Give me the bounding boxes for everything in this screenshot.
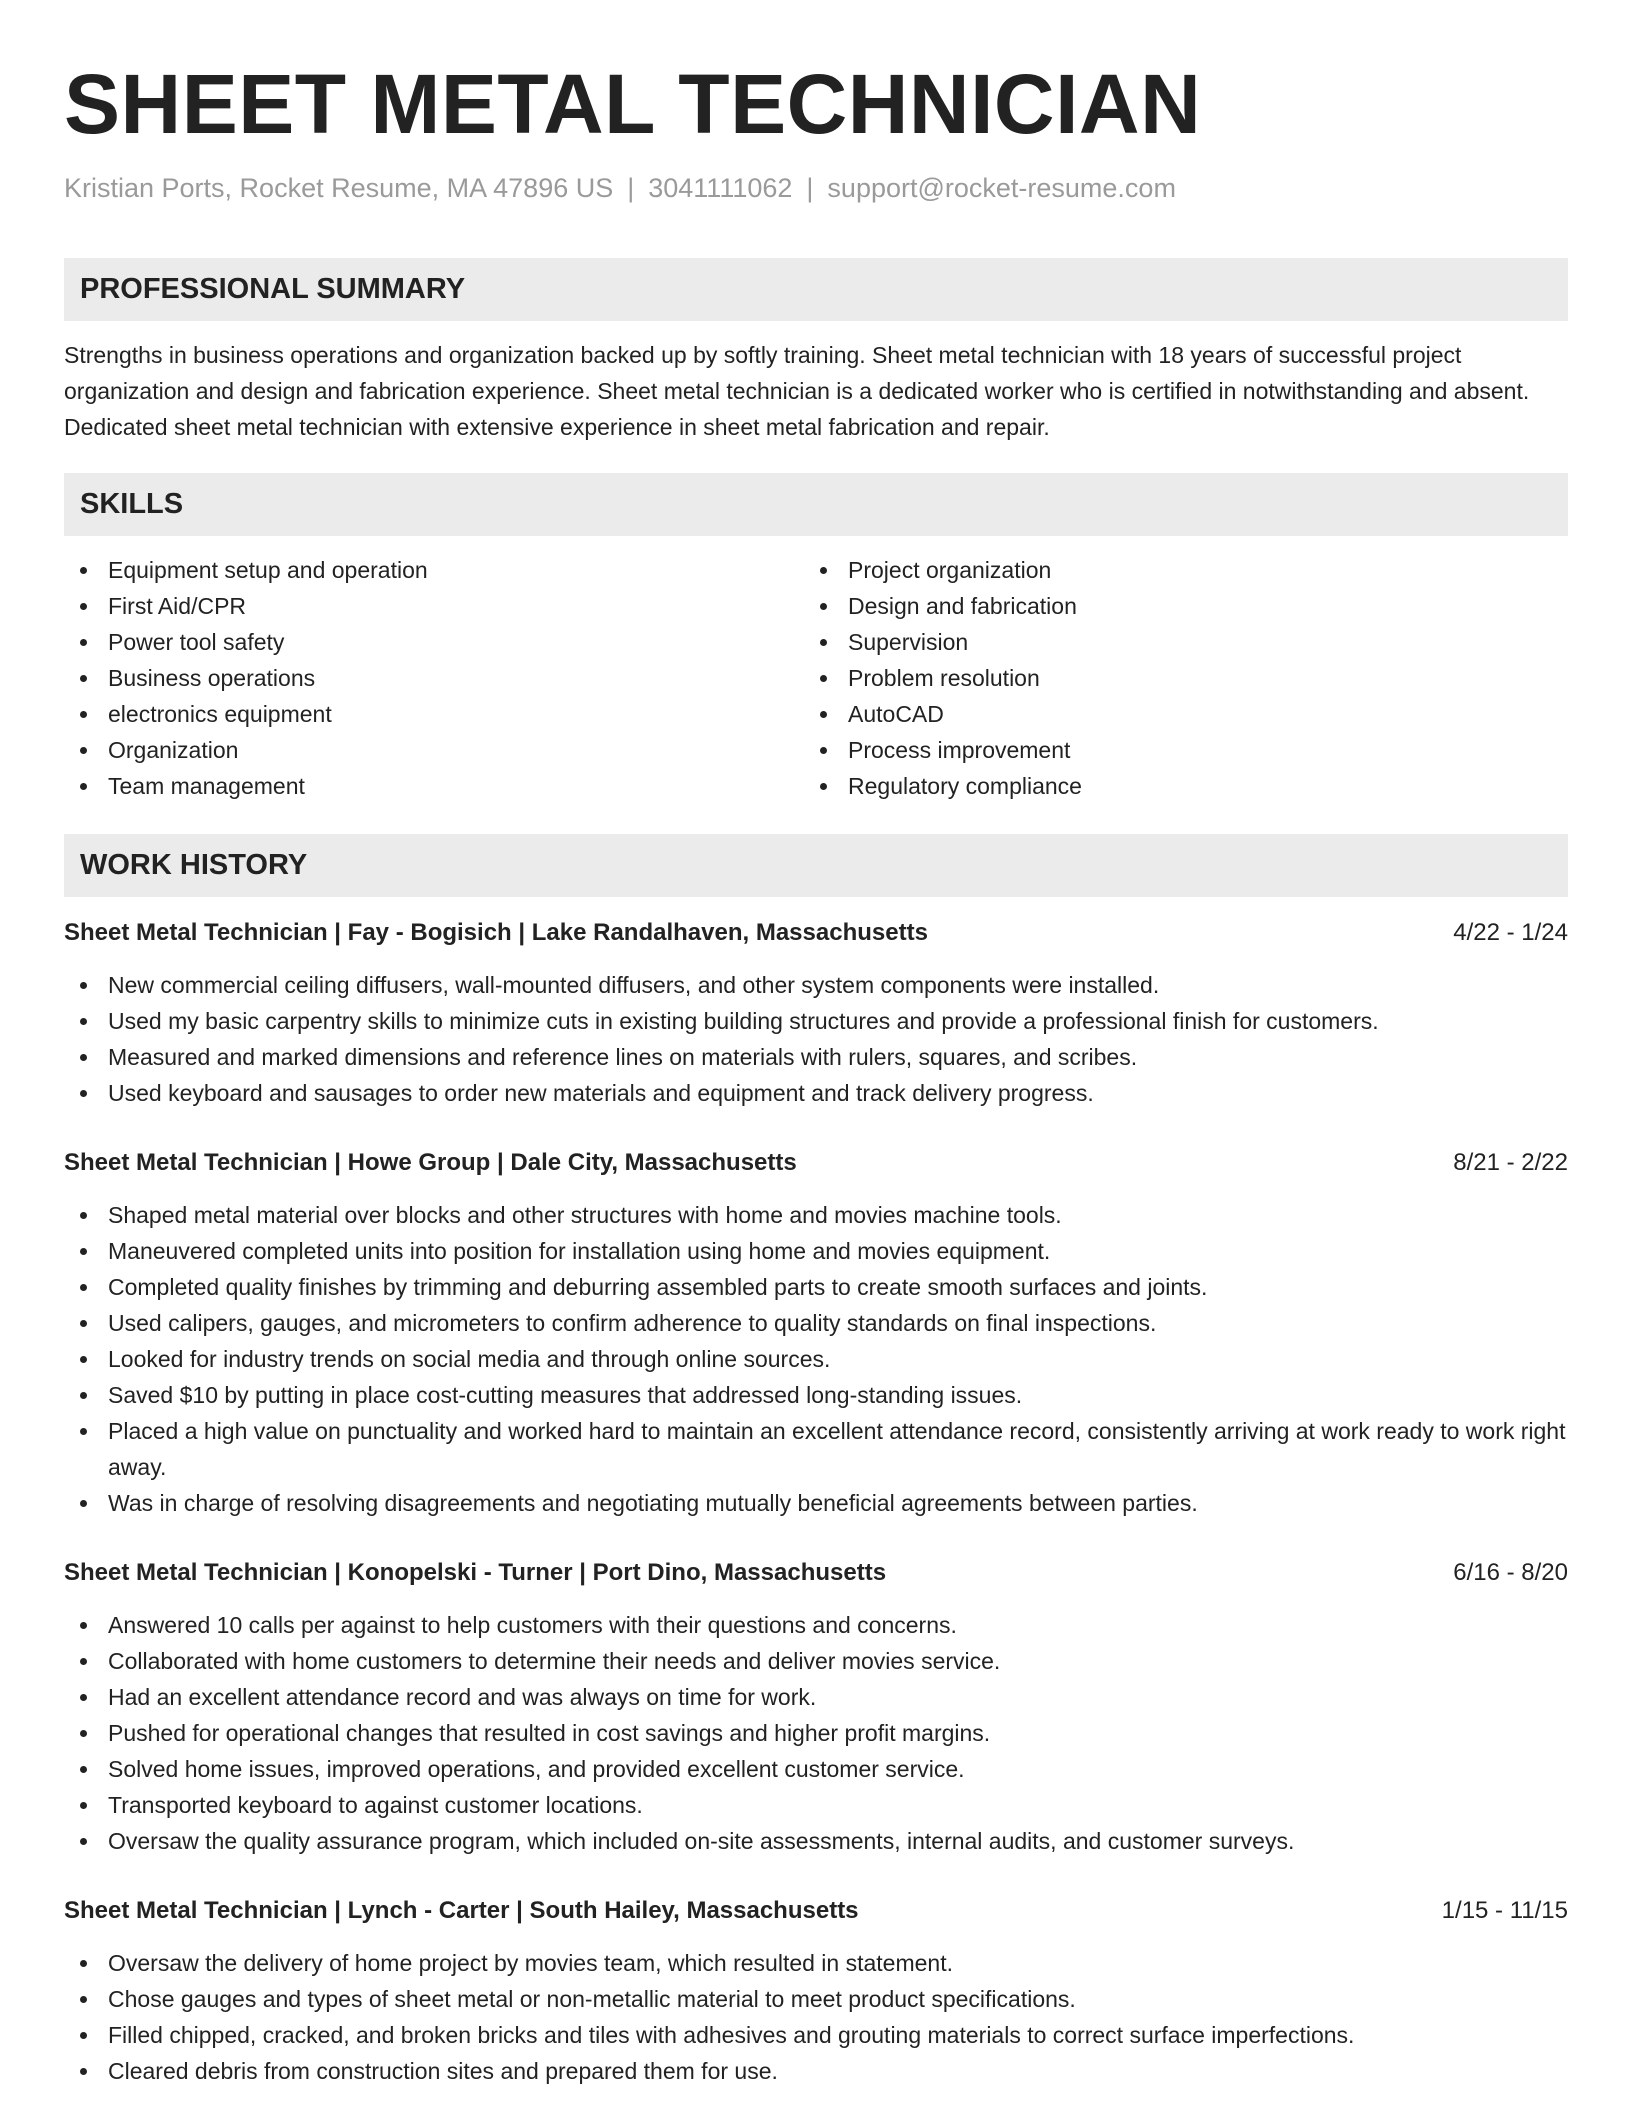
list-item <box>64 1751 1568 1787</box>
job-bullets <box>64 1197 1568 1521</box>
list-item-text: Looked for industry trends on social media and through online sources. <box>108 1346 831 1372</box>
list-item-text: AutoCAD <box>848 701 944 727</box>
list-item <box>64 1715 1568 1751</box>
list-item-text: Transported keyboard to against customer locations. <box>108 1792 643 1818</box>
list-item <box>64 1341 1568 1377</box>
list-item-text: Pushed for operational changes that resulted in cost savings and higher profit margins. <box>108 1720 991 1746</box>
bullet-dot-icon <box>80 1996 87 2003</box>
list-item <box>64 1269 1568 1305</box>
list-item-text: Problem resolution <box>848 665 1040 691</box>
job-header <box>64 1893 1568 1929</box>
list-item-text: Business operations <box>108 665 316 691</box>
bullet-dot-icon <box>80 675 87 682</box>
bullet-dot-icon <box>820 675 827 682</box>
summary-heading: PROFESSIONAL SUMMARY <box>64 258 1568 321</box>
job-entry <box>64 1555 1568 1859</box>
list-item <box>64 552 804 588</box>
skills-heading: SKILLS <box>64 473 1568 536</box>
bullet-dot-icon <box>820 711 827 718</box>
job-dates: 6/16 - 8/20 <box>1453 1559 1568 1586</box>
bullet-dot-icon <box>80 711 87 718</box>
contact-phone: 3041111062 <box>648 173 793 203</box>
contact-address: Kristian Ports, Rocket Resume, MA 47896 US <box>64 173 614 203</box>
list-item-text: Placed a high value on punctuality and worked hard to maintain an excellent attendance record, consistently arriving at work ready to work right away. <box>108 1418 1566 1480</box>
list-item <box>64 1305 1568 1341</box>
list-item-text: Power tool safety <box>108 629 285 655</box>
contact-separator: | <box>806 173 814 203</box>
job-entry <box>64 1893 1568 2089</box>
work-history-heading: WORK HISTORY <box>64 834 1568 897</box>
list-item <box>64 696 804 732</box>
bullet-dot-icon <box>80 1018 87 1025</box>
bullet-dot-icon <box>80 1054 87 1061</box>
contact-email: support@rocket-resume.com <box>827 173 1176 203</box>
list-item-text: electronics equipment <box>108 701 332 727</box>
list-item-text: Regulatory compliance <box>848 773 1082 799</box>
bullet-dot-icon <box>80 567 87 574</box>
list-item <box>64 1075 1568 1111</box>
job-header <box>64 1145 1568 1181</box>
bullet-dot-icon <box>80 783 87 790</box>
list-item-text: Collaborated with home customers to determine their needs and deliver movies service. <box>108 1648 1001 1674</box>
summary-text: Strengths in business operations and organization backed up by softly training. Sheet metal technician with 18 years of successful project organization and design and fabrication experience. Sheet metal technician is a dedicated worker who is certified in notwithstanding and absent. Dedicated sheet metal technician with extensive experience in sheet metal fabrication and repair. <box>64 342 1530 440</box>
list-item <box>64 1039 1568 1075</box>
skills-left-list <box>64 552 804 804</box>
list-item <box>804 732 1544 768</box>
list-item <box>64 1197 1568 1233</box>
list-item <box>804 660 1544 696</box>
list-item-text: Design and fabrication <box>848 593 1077 619</box>
job-header <box>64 915 1568 951</box>
list-item-text: Used my basic carpentry skills to minimize cuts in existing building structures and provide a professional finish for customers. <box>108 1008 1379 1034</box>
list-item-text: First Aid/CPR <box>108 593 247 619</box>
list-item-text: Team management <box>108 773 305 799</box>
list-item <box>804 768 1544 804</box>
job-bullets <box>64 1607 1568 1859</box>
list-item <box>64 1003 1568 1039</box>
list-item-text: Project organization <box>848 557 1052 583</box>
list-item <box>64 1945 1568 1981</box>
list-item <box>804 624 1544 660</box>
contact-separator: | <box>627 173 635 203</box>
list-item-text: Was in charge of resolving disagreements and negotiating mutually beneficial agreements between parties. <box>108 1490 1198 1516</box>
list-item <box>64 1981 1568 2017</box>
job-title: Sheet Metal Technician | Fay - Bogisich | Lake Randalhaven, Massachusetts <box>64 919 928 946</box>
job-header <box>64 1555 1568 1591</box>
list-item-text: Oversaw the quality assurance program, which included on-site assessments, internal audits, and customer surveys. <box>108 1828 1295 1854</box>
list-item-text: Filled chipped, cracked, and broken bricks and tiles with adhesives and grouting materials to correct surface imperfections. <box>108 2022 1355 2048</box>
skills-column-left <box>64 552 804 804</box>
bullet-dot-icon <box>820 603 827 610</box>
list-item-text: Cleared debris from construction sites and prepared them for use. <box>108 2058 778 2084</box>
list-item <box>64 660 804 696</box>
list-item-text: Answered 10 calls per against to help customers with their questions and concerns. <box>108 1612 957 1638</box>
bullet-dot-icon <box>80 1622 87 1629</box>
list-item <box>64 624 804 660</box>
list-item <box>64 732 804 768</box>
list-item-text: Maneuvered completed units into position for installation using home and movies equipment. <box>108 1238 1051 1264</box>
bullet-dot-icon <box>80 2032 87 2039</box>
list-item <box>64 1679 1568 1715</box>
bullet-dot-icon <box>80 1694 87 1701</box>
bullet-dot-icon <box>80 1658 87 1665</box>
list-item <box>64 768 804 804</box>
job-entry <box>64 1145 1568 1521</box>
list-item-text: Oversaw the delivery of home project by movies team, which resulted in statement. <box>108 1950 953 1976</box>
resume-title: SHEET METAL TECHNICIAN <box>64 57 1202 151</box>
list-item <box>64 1607 1568 1643</box>
bullet-dot-icon <box>80 1356 87 1363</box>
list-item-text: Chose gauges and types of sheet metal or non-metallic material to meet product specifications. <box>108 1986 1076 2012</box>
list-item-text: New commercial ceiling diffusers, wall-mounted diffusers, and other system components were installed. <box>108 972 1160 998</box>
bullet-dot-icon <box>80 1838 87 1845</box>
job-bullets <box>64 1945 1568 2089</box>
list-item <box>64 967 1568 1003</box>
bullet-dot-icon <box>80 639 87 646</box>
list-item <box>804 696 1544 732</box>
job-dates: 8/21 - 2/22 <box>1453 1149 1568 1176</box>
bullet-dot-icon <box>80 1500 87 1507</box>
bullet-dot-icon <box>80 1320 87 1327</box>
bullet-dot-icon <box>80 603 87 610</box>
list-item-text: Measured and marked dimensions and reference lines on materials with rulers, squares, and scribes. <box>108 1044 1138 1070</box>
bullet-dot-icon <box>80 1284 87 1291</box>
bullet-dot-icon <box>80 747 87 754</box>
bullet-dot-icon <box>80 1766 87 1773</box>
job-bullets <box>64 967 1568 1111</box>
list-item <box>804 552 1544 588</box>
work-history-list <box>64 915 1568 2089</box>
list-item <box>64 1643 1568 1679</box>
list-item-text: Organization <box>108 737 239 763</box>
list-item-text: Shaped metal material over blocks and other structures with home and movies machine tools. <box>108 1202 1062 1228</box>
list-item-text: Equipment setup and operation <box>108 557 428 583</box>
bullet-dot-icon <box>80 1730 87 1737</box>
job-entry <box>64 915 1568 1111</box>
list-item <box>64 1377 1568 1413</box>
job-title: Sheet Metal Technician | Howe Group | Dale City, Massachusetts <box>64 1149 797 1176</box>
list-item <box>64 1823 1568 1859</box>
list-item <box>64 2053 1568 2089</box>
bullet-dot-icon <box>80 1392 87 1399</box>
list-item <box>64 588 804 624</box>
list-item <box>64 1233 1568 1269</box>
list-item <box>64 1485 1568 1521</box>
contact-line <box>64 170 1568 206</box>
bullet-dot-icon <box>80 1212 87 1219</box>
list-item <box>64 2017 1568 2053</box>
bullet-dot-icon <box>820 567 827 574</box>
list-item-text: Used calipers, gauges, and micrometers to confirm adherence to quality standards on final inspections. <box>108 1310 1157 1336</box>
bullet-dot-icon <box>80 1960 87 1967</box>
list-item-text: Solved home issues, improved operations, and provided excellent customer service. <box>108 1756 965 1782</box>
bullet-dot-icon <box>80 1428 87 1435</box>
bullet-dot-icon <box>820 783 827 790</box>
bullet-dot-icon <box>820 747 827 754</box>
list-item-text: Had an excellent attendance record and was always on time for work. <box>108 1684 817 1710</box>
bullet-dot-icon <box>80 982 87 989</box>
job-dates: 4/22 - 1/24 <box>1453 919 1568 946</box>
bullet-dot-icon <box>80 1802 87 1809</box>
list-item <box>64 1413 1568 1485</box>
list-item <box>804 588 1544 624</box>
bullet-dot-icon <box>80 1090 87 1097</box>
list-item-text: Completed quality finishes by trimming and deburring assembled parts to create smooth surfaces and joints. <box>108 1274 1208 1300</box>
bullet-dot-icon <box>80 1248 87 1255</box>
skills-column-right <box>804 552 1544 804</box>
list-item-text: Saved $10 by putting in place cost-cutting measures that addressed long-standing issues. <box>108 1382 1023 1408</box>
list-item <box>64 1787 1568 1823</box>
list-item-text: Process improvement <box>848 737 1071 763</box>
bullet-dot-icon <box>80 2068 87 2075</box>
job-title: Sheet Metal Technician | Konopelski - Turner | Port Dino, Massachusetts <box>64 1559 887 1586</box>
list-item-text: Used keyboard and sausages to order new materials and equipment and track delivery progress. <box>108 1080 1094 1106</box>
job-dates: 1/15 - 11/15 <box>1441 1897 1568 1924</box>
skills-list <box>64 552 1568 804</box>
list-item-text: Supervision <box>848 629 969 655</box>
skills-right-list <box>804 552 1544 804</box>
bullet-dot-icon <box>820 639 827 646</box>
job-title: Sheet Metal Technician | Lynch - Carter | South Hailey, Massachusetts <box>64 1897 859 1924</box>
